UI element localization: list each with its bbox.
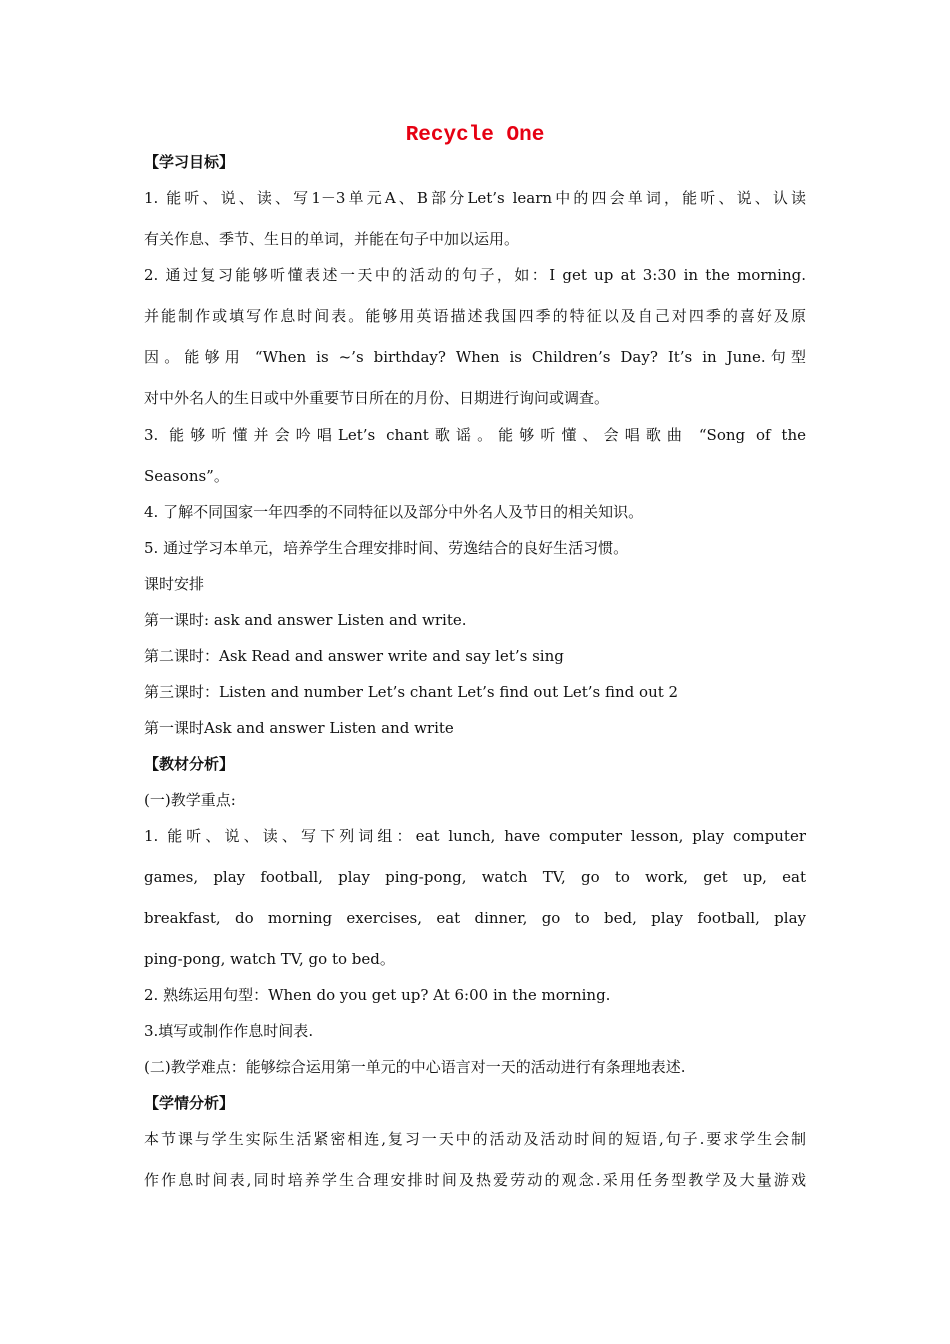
section-heading-objectives: 【学习目标】 bbox=[144, 153, 235, 171]
objective-line-6: 对中外名人的生日或中外重要节日所在的月份、日期进行询问或调查。 bbox=[144, 389, 610, 407]
objective-line-4: 并能制作或填写作息时间表。能够用英语描述我国四季的特征以及自己对四季的喜好及原 bbox=[144, 307, 806, 325]
document-title: Recycle One bbox=[405, 124, 545, 147]
difficulty-line: (二)教学难点：能够综合运用第一单元的中心语言对一天的活动进行有条理地表述. bbox=[144, 1058, 686, 1076]
schedule-line-2: 第二课时：Ask Read and answer write and say let’s sing bbox=[144, 647, 564, 665]
key-point-line-5: 2. 熟练运用句型：When do you get up? At 6:00 in the morning. bbox=[144, 986, 611, 1004]
key-point-line-2: games, play football, play ping-pong, watch TV, go to work, get up, eat bbox=[144, 868, 806, 886]
key-point-line-1: 1. 能听、说、读、写下列词组：eat lunch, have computer lesson, play computer bbox=[144, 827, 806, 845]
schedule-heading: 课时安排 bbox=[144, 575, 205, 593]
schedule-line-1: 第一课时: ask and answer Listen and write. bbox=[144, 611, 467, 629]
section-heading-analysis: 【教材分析】 bbox=[144, 755, 235, 773]
key-points-heading: (一)教学重点: bbox=[144, 791, 236, 809]
learner-line-2: 作作息时间表,同时培养学生合理安排时间及热爱劳动的观念.采用任务型教学及大量游戏 bbox=[144, 1171, 806, 1189]
schedule-line-3: 第三课时：Listen and number Let’s chant Let’s find out Let’s find out 2 bbox=[144, 683, 679, 701]
schedule-line-4: 第一课时Ask and answer Listen and write bbox=[144, 719, 454, 737]
learner-line-1: 本节课与学生实际生活紧密相连,复习一天中的活动及活动时间的短语,句子.要求学生会制 bbox=[144, 1130, 806, 1148]
objective-line-2: 有关作息、季节、生日的单词，并能在句子中加以运用。 bbox=[144, 230, 520, 248]
key-point-line-6: 3.填写或制作作息时间表. bbox=[144, 1022, 314, 1040]
objective-line-8: Seasons”。 bbox=[144, 467, 229, 485]
objective-line-5: 因。能够用 “When is ~’s birthday? When is Children’s Day? It’s in June.句型 bbox=[144, 348, 806, 366]
objective-line-3: 2. 通过复习能够听懂表述一天中的活动的句子，如：I get up at 3:30 in the morning. bbox=[144, 266, 806, 284]
section-heading-learner: 【学情分析】 bbox=[144, 1094, 235, 1112]
objective-line-7: 3. 能够听懂并会吟唱Let’s chant歌谣。能够听懂、会唱歌曲 “Song of the bbox=[144, 426, 806, 444]
key-point-line-3: breakfast, do morning exercises, eat dinner, go to bed, play football, play bbox=[144, 909, 806, 927]
key-point-line-4: ping-pong, watch TV, go to bed。 bbox=[144, 950, 395, 968]
objective-line-1: 1. 能听、说、读、写1－3单元A、B部分Let’s learn中的四会单词，能听、说、认读 bbox=[144, 189, 806, 207]
objective-line-9: 4. 了解不同国家一年四季的不同特征以及部分中外名人及节日的相关知识。 bbox=[144, 503, 644, 521]
objective-line-10: 5. 通过学习本单元，培养学生合理安排时间、劳逸结合的良好生活习惯。 bbox=[144, 539, 629, 557]
